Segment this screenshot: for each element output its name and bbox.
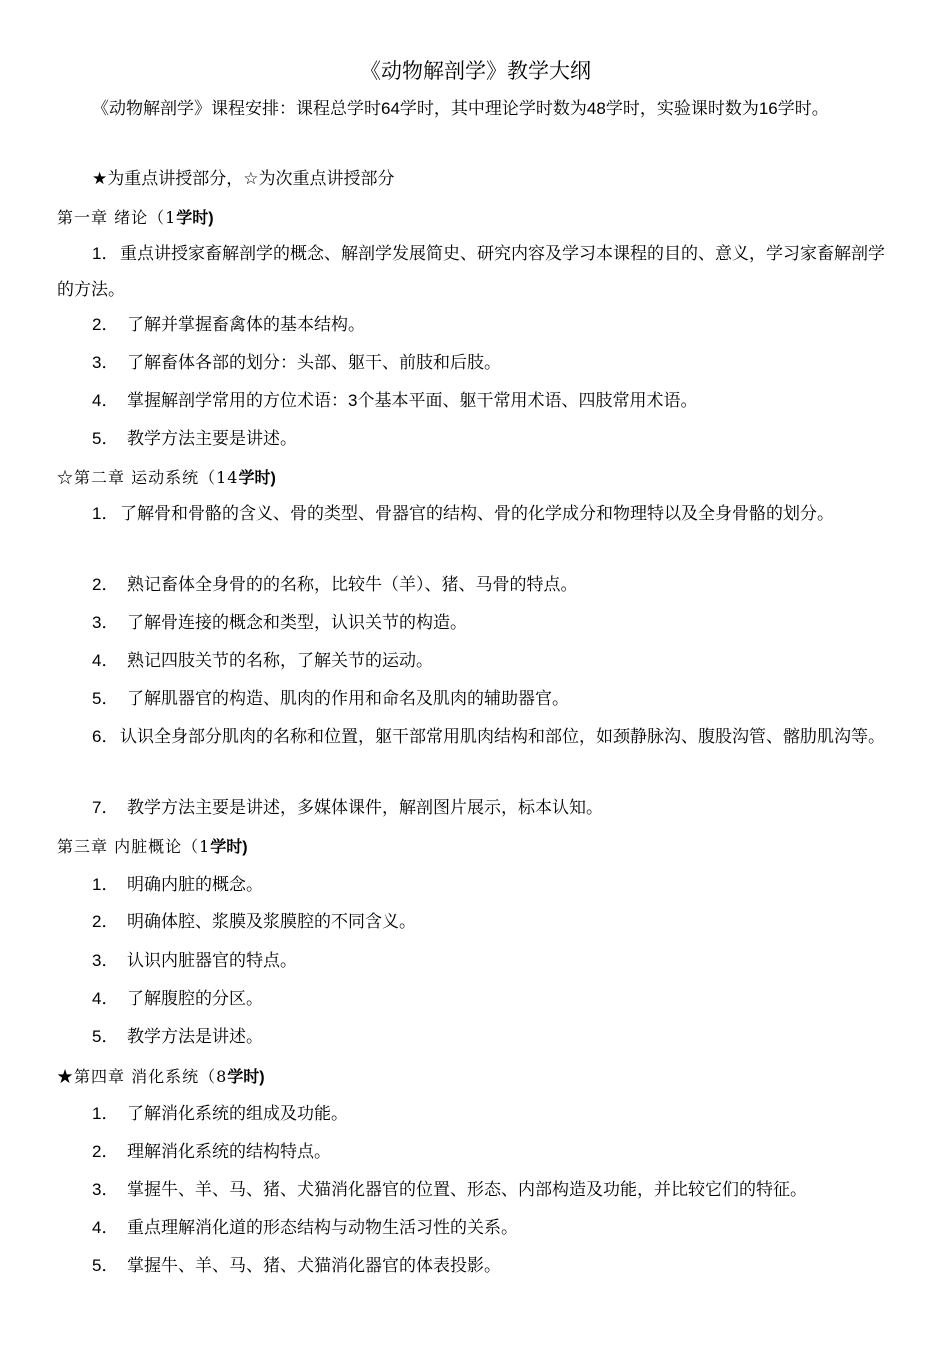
list-item: [57, 681, 897, 717]
chapter-1-hours: 学时): [176, 210, 214, 227]
item-text: 理解消化系统的结构特点。: [127, 1142, 331, 1161]
list-item: [57, 943, 897, 979]
item-text: 掌握牛、羊、马、猪、犬猫消化器官的位置、形态、内部构造及功能，并比较它们的特征。: [127, 1180, 807, 1199]
item-number: 3．: [92, 1180, 119, 1199]
list-item: [57, 1172, 897, 1208]
item-number: 2．: [92, 575, 119, 594]
item-number: 3．: [92, 353, 119, 372]
list-item: [57, 345, 897, 381]
course-arrangement-paragraph: 《动物解剖学》课程安排：课程总学时64学时，其中理论学时数为48学时，实验课时数为16学时。: [92, 99, 829, 118]
chapter-1-heading: [57, 203, 897, 234]
item-number: 5．: [92, 689, 119, 708]
list-item: [57, 1096, 897, 1132]
item-text: 了解畜体各部的划分：头部、躯干、前肢和后肢。: [127, 353, 501, 372]
list-item: [57, 719, 897, 755]
item-number: 6．: [92, 727, 119, 746]
item-text: 了解消化系统的组成及功能。: [127, 1104, 348, 1123]
item-number: 4．: [92, 989, 119, 1008]
list-item: [57, 496, 897, 532]
list-item: [57, 904, 897, 940]
item-text: 了解肌器官的构造、肌肉的作用和命名及肌肉的辅助器官。: [127, 689, 569, 708]
chapter-4-heading: [57, 1062, 897, 1093]
chapter-2-heading: [57, 463, 897, 494]
item-text: 重点讲授家畜解剖学的概念、解剖学发展简史、研究内容及学习本课程的目的、意义，学习家畜解剖学的方法。: [57, 244, 885, 299]
list-item: [57, 567, 897, 603]
item-number: 4．: [92, 651, 119, 670]
list-item: [57, 981, 897, 1017]
item-number: 4．: [92, 1218, 119, 1237]
list-item: [57, 236, 897, 308]
item-number: 4．: [92, 391, 119, 410]
list-item: [57, 1248, 897, 1284]
list-item: [57, 1210, 897, 1246]
list-item: [57, 867, 897, 903]
item-number: 1．: [92, 244, 119, 263]
item-number: 3．: [92, 951, 119, 970]
item-text: 教学方法主要是讲述。: [127, 429, 297, 448]
item-text: 教学方法是讲述。: [127, 1027, 263, 1046]
list-item: [57, 307, 897, 343]
list-item: [57, 605, 897, 641]
item-text: 教学方法主要是讲述，多媒体课件，解剖图片展示，标本认知。: [127, 798, 603, 817]
chapter-1-title: 第一章 绪论（1: [57, 208, 177, 227]
item-number: 5．: [92, 1027, 119, 1046]
item-text: 认识内脏器官的特点。: [127, 951, 297, 970]
item-text: 掌握牛、羊、马、猪、犬猫消化器官的体表投影。: [127, 1256, 501, 1275]
item-text: 了解腹腔的分区。: [127, 989, 263, 1008]
chapter-2-hours: 学时): [238, 470, 276, 487]
chapter-3-heading: [57, 832, 897, 863]
chapter-3-title: 第三章 内脏概论（1: [57, 837, 211, 856]
list-item: [57, 421, 897, 457]
item-number: 3．: [92, 613, 119, 632]
item-text: 明确内脏的概念。: [127, 875, 263, 894]
chapter-2-title: ☆第二章 运动系统（14: [57, 468, 239, 487]
list-item: [57, 790, 897, 826]
chapter-4-hours: 学时): [227, 1069, 265, 1086]
item-text: 熟记四肢关节的名称，了解关节的运动。: [127, 651, 433, 670]
item-number: 2．: [92, 912, 119, 931]
item-number: 1．: [92, 875, 119, 894]
item-text: 了解并掌握畜禽体的基本结构。: [127, 315, 365, 334]
item-number: 5．: [92, 429, 119, 448]
item-text: 了解骨和骨骼的含义、骨的类型、骨器官的结构、骨的化学成分和物理特以及全身骨骼的划分。: [120, 504, 834, 523]
legend-paragraph: ★为重点讲授部分，☆为次重点讲授部分: [92, 169, 395, 188]
item-number: 2．: [92, 315, 119, 334]
item-text: 了解骨连接的概念和类型，认识关节的构造。: [127, 613, 467, 632]
list-item: [57, 1019, 897, 1055]
item-text: 掌握解剖学常用的方位术语：3个基本平面、躯干常用术语、四肢常用术语。: [127, 391, 698, 410]
item-number: 7．: [92, 798, 119, 817]
item-text: 重点理解消化道的形态结构与动物生活习性的关系。: [127, 1218, 518, 1237]
item-number: 2．: [92, 1142, 119, 1161]
item-text: 认识全身部分肌肉的名称和位置，躯干部常用肌肉结构和部位，如颈静脉沟、腹股沟管、髂肋肌沟等。: [120, 727, 885, 746]
list-item: [57, 643, 897, 679]
document-title: 《动物解剖学》教学大纲: [360, 59, 591, 83]
item-number: 5．: [92, 1256, 119, 1275]
list-item: [57, 1134, 897, 1170]
item-text: 明确体腔、浆膜及浆膜腔的不同含义。: [127, 912, 416, 931]
list-item: [57, 383, 897, 419]
chapter-3-hours: 学时): [210, 839, 248, 856]
item-number: 1．: [92, 1104, 119, 1123]
chapter-4-title: ★第四章 消化系统（8: [57, 1067, 228, 1086]
item-number: 1．: [92, 504, 119, 523]
item-text: 熟记畜体全身骨的的名称，比较牛（羊）、猪、马骨的特点。: [127, 575, 578, 594]
